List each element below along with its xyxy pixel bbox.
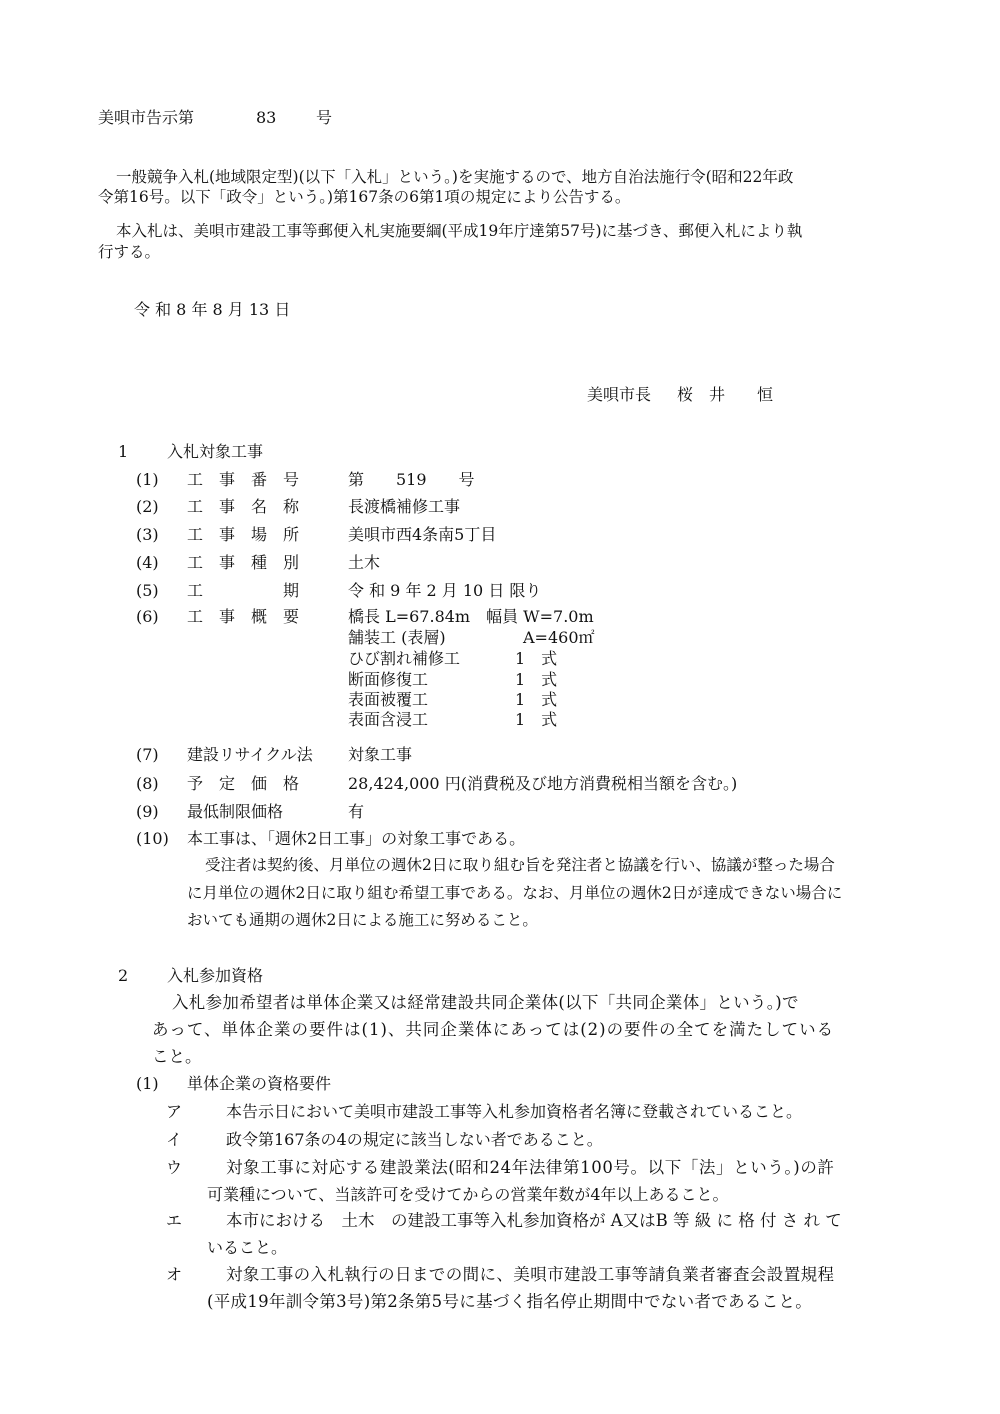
section1-number: 1 <box>118 442 129 461</box>
req-line1: 対象工事の入札執行の日までの間に、美唄市建設工事等請負業者審査会設置規程 <box>226 1265 835 1284</box>
req-line2: 可業種について、当該許可を受けてからの営業年数が4年以上あること。 <box>207 1185 729 1204</box>
item-value: 令 和 9 年 2 月 10 日 限り <box>348 581 542 600</box>
intro-p1-line1: 一般競争入札(地域限定型)(以下「入札」という。)を実施するので、地方自治法施行令(昭和22年政 <box>116 168 794 186</box>
req-mark: エ <box>166 1211 183 1230</box>
item-value: 長渡橋補修工事 <box>348 497 461 516</box>
item-num: (1) <box>136 470 159 489</box>
item10-line2: に月単位の週休2日に取り組む希望工事である。なお、月単位の週休2日が達成できない場合に <box>187 884 843 902</box>
item-num: (10) <box>136 829 169 848</box>
req-line2: (平成19年訓令第3号)第2条第5号に基づく指名停止期間中でない者であること。 <box>207 1292 813 1311</box>
item-label: 工 事 種 別 <box>187 553 300 572</box>
item-num: (3) <box>136 525 159 544</box>
item-num: (5) <box>136 581 159 600</box>
signer-title: 美唄市長 <box>587 385 652 404</box>
overview-qty: 1 式 <box>515 649 558 668</box>
item-value: 対象工事 <box>348 745 413 764</box>
intro-p2-line1: 本入札は、美唄市建設工事等郵便入札実施要綱(平成19年庁達第57号)に基づき、郵便入札により執 <box>116 222 803 240</box>
req-line1: 本市における 土木 の建設工事等入札参加資格が A又はB 等 級 に 格 付 さ れ て <box>226 1211 842 1230</box>
overview-qty: 1 式 <box>515 710 558 729</box>
item-num: (6) <box>136 607 159 626</box>
item-value: 土木 <box>348 553 381 572</box>
overview-name: 橋長 L=67.84m 幅員 W=7.0m <box>348 607 594 626</box>
req-line1: 対象工事に対応する建設業法(昭和24年法律第100号。以下「法」という。)の許 <box>226 1158 835 1177</box>
item-label: 建設リサイクル法 <box>187 745 313 764</box>
item-label: 工 事 名 称 <box>187 497 300 516</box>
req-line2: いること。 <box>207 1238 288 1257</box>
item-label: 予 定 価 格 <box>187 774 300 793</box>
intro-p2-line2: 行する。 <box>98 243 161 261</box>
item-num: (4) <box>136 553 159 572</box>
item-value: 有 <box>348 802 365 821</box>
signer-name: 桜 井 恒 <box>677 385 774 404</box>
sub1-num: (1) <box>136 1074 159 1093</box>
overview-name: ひび割れ補修工 <box>348 649 461 668</box>
section1-heading: 入札対象工事 <box>167 442 264 461</box>
item-num: (8) <box>136 774 159 793</box>
req-mark: ウ <box>166 1158 183 1177</box>
item-value: 第 519 号 <box>348 470 475 489</box>
item10-line3: おいても通期の週休2日による施工に努めること。 <box>187 911 538 929</box>
req-mark: オ <box>166 1265 183 1284</box>
item-label: 本工事は、「週休2日工事」の対象工事である。 <box>187 829 526 848</box>
overview-qty: 1 式 <box>515 690 558 709</box>
section2-heading: 入札参加資格 <box>167 966 264 985</box>
overview-qty: 1 式 <box>515 670 558 689</box>
section2-p-line1: 入札参加希望者は単体企業又は経常建設共同企業体(以下「共同企業体」という。)で <box>172 993 799 1012</box>
section2-p-line3: こと。 <box>152 1047 202 1066</box>
overview-name: 断面修復工 <box>348 670 429 689</box>
item-num: (2) <box>136 497 159 516</box>
req-mark: イ <box>166 1130 183 1149</box>
item-label: 工 事 概 要 <box>187 607 300 626</box>
item-label: 工 事 番 号 <box>187 470 300 489</box>
req-mark: ア <box>166 1102 183 1121</box>
notice-prefix: 美唄市告示第 <box>98 108 195 127</box>
notice-number: 83 <box>256 108 277 127</box>
section2-number: 2 <box>118 966 129 985</box>
overview-name: 表面被覆工 <box>348 690 429 709</box>
overview-name: 舗装工 (表層) <box>348 628 446 647</box>
notice-suffix: 号 <box>316 108 333 127</box>
item-label: 最低制限価格 <box>187 802 284 821</box>
item-value: 美唄市西4条南5丁目 <box>348 525 497 544</box>
item-value: 28,424,000 円(消費税及び地方消費税相当額を含む。) <box>348 774 738 793</box>
overview-name: 表面含浸工 <box>348 710 429 729</box>
notice-date: 令 和 8 年 8 月 13 日 <box>134 300 291 319</box>
req-line1: 本告示日において美唄市建設工事等入札参加資格者名簿に登載されていること。 <box>226 1102 803 1121</box>
item-label: 工 事 場 所 <box>187 525 300 544</box>
item-num: (7) <box>136 745 159 764</box>
sub1-heading: 単体企業の資格要件 <box>187 1074 332 1093</box>
req-line1: 政令第167条の4の規定に該当しない者であること。 <box>226 1130 603 1149</box>
intro-p1-line2: 令第16号。以下「政令」という。)第167条の6第1項の規定により公告する。 <box>98 188 631 206</box>
item10-line1: 受注者は契約後、月単位の週休2日に取り組む旨を発注者と協議を行い、協議が整った場合 <box>205 856 835 874</box>
item-label: 工 期 <box>187 581 300 600</box>
section2-p-line2: あって、単体企業の要件は(1)、共同企業体にあっては(2)の要件の全てを満たしている <box>152 1020 835 1039</box>
item-num: (9) <box>136 802 159 821</box>
overview-qty: A=460㎡ <box>523 628 595 647</box>
